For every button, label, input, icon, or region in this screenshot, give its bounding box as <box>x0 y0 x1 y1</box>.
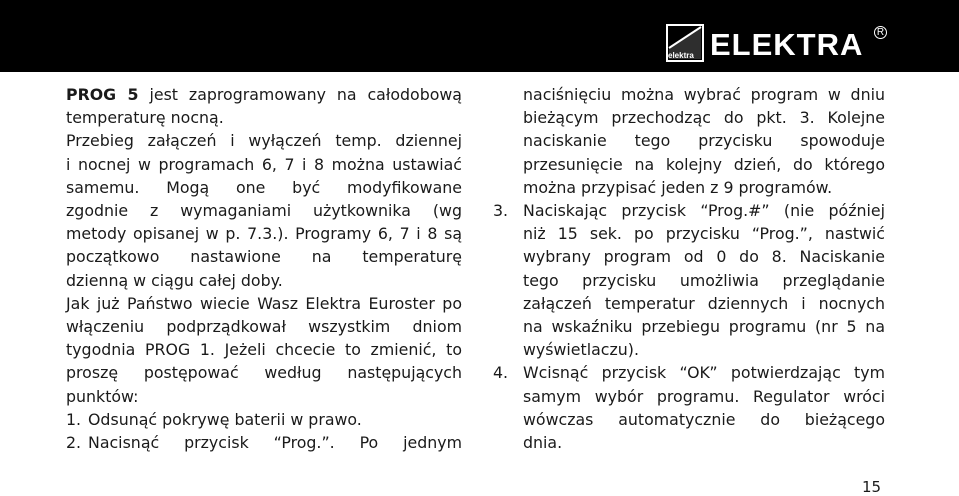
para3-line: Jak już Państwo wiecie Wasz Elektra Euroster po <box>66 293 462 313</box>
para2-line: początkowo nastawione na temperaturę <box>66 247 462 267</box>
list-item-2 <box>66 431 462 454</box>
right-column <box>493 83 885 454</box>
item3-line: niż 15 sek. po przycisku “Prog.”, nastwić <box>523 224 885 244</box>
list-item-3 <box>493 199 885 361</box>
para2-line: dzienną w ciągu całej doby. <box>66 270 283 290</box>
list-item-1 <box>66 408 462 431</box>
para3-line: punktów: <box>66 386 139 406</box>
prog5-label: PROG 5 <box>66 85 139 104</box>
cont-line: przesunięcie na kolejny dzień, do którego <box>523 154 885 174</box>
para1-line1-rest: jest zaprogramowany na całodobową <box>138 85 462 104</box>
item4-line: dnia. <box>523 433 563 453</box>
para2-line: zgodnie z wymaganiami użytkownika (wg <box>66 201 462 221</box>
list-text: Odsunąć pokrywę baterii w prawo. <box>88 409 362 429</box>
list-number: 1. <box>66 409 82 429</box>
item4-line: samym wybór programu. Regulator wróci <box>523 386 885 406</box>
logo-small-text: elektra <box>668 51 694 60</box>
para1-line1 <box>66 83 462 106</box>
item3-line: Naciskając przycisk “Prog.#” (nie później <box>523 201 885 221</box>
cont-line: naciśnięciu można wybrać program w dniu <box>523 85 885 104</box>
para1-line2: temperaturę nocną. <box>66 108 224 128</box>
cont-line: można przypisać jeden z 9 programów. <box>523 177 833 197</box>
para3-line: włączeniu podprządkował wszystkim dniom <box>66 317 462 337</box>
page-number: 15 <box>862 478 882 496</box>
item4-line: Wcisnąć przycisk “OK” potwierdzając tym <box>523 363 885 383</box>
para3-line: tygodnia PROG 1. Jeżeli chcecie to zmienić, to <box>66 340 462 360</box>
para2-line: metody opisanej w p. 7.3.). Programy 6, 7 i 8 są <box>66 224 462 244</box>
list-text-block <box>523 361 885 454</box>
logo-wordmark: ELEKTRA <box>710 27 864 62</box>
header-bar <box>0 0 959 72</box>
para3-line: proszę postępować według następujących <box>66 363 462 383</box>
para2-line: samemu. Mogą one być modyfikowane <box>66 177 462 197</box>
para2-line: i nocnej w programach 6, 7 i 8 można ustawiać <box>66 154 462 174</box>
item3-line: wyświetlaczu). <box>523 340 639 360</box>
list-item-4 <box>493 361 885 454</box>
para2-line: Przebieg załączeń i wyłączeń temp. dziennej <box>66 131 462 151</box>
registered-mark: R <box>874 26 887 39</box>
cont-line: naciskanie tego przycisku spowoduje <box>523 131 885 151</box>
list-number: 3. <box>493 201 509 221</box>
item3-line: na wskaźniku przebiegu programu (nr 5 na <box>523 317 885 337</box>
left-column <box>66 83 462 454</box>
item3-line: załączeń temperatur dziennych i nocnych <box>523 293 885 313</box>
item3-line: wybrany program od 0 do 8. Naciskanie <box>523 247 885 267</box>
item3-line: tego przycisku umożliwia przeglądanie <box>523 270 885 290</box>
cont-line: bieżącym przechodząc do pkt. 3. Kolejne <box>523 108 885 128</box>
list-number: 4. <box>493 363 509 383</box>
elektra-logo <box>666 24 886 66</box>
list-text-block <box>523 199 885 361</box>
item2-continuation <box>493 83 885 199</box>
item4-line: wówczas automatycznie do bieżącego <box>523 409 885 429</box>
list-text: Nacisnąć przycisk “Prog.”. Po jednym <box>88 433 462 453</box>
list-number: 2. <box>66 433 82 453</box>
